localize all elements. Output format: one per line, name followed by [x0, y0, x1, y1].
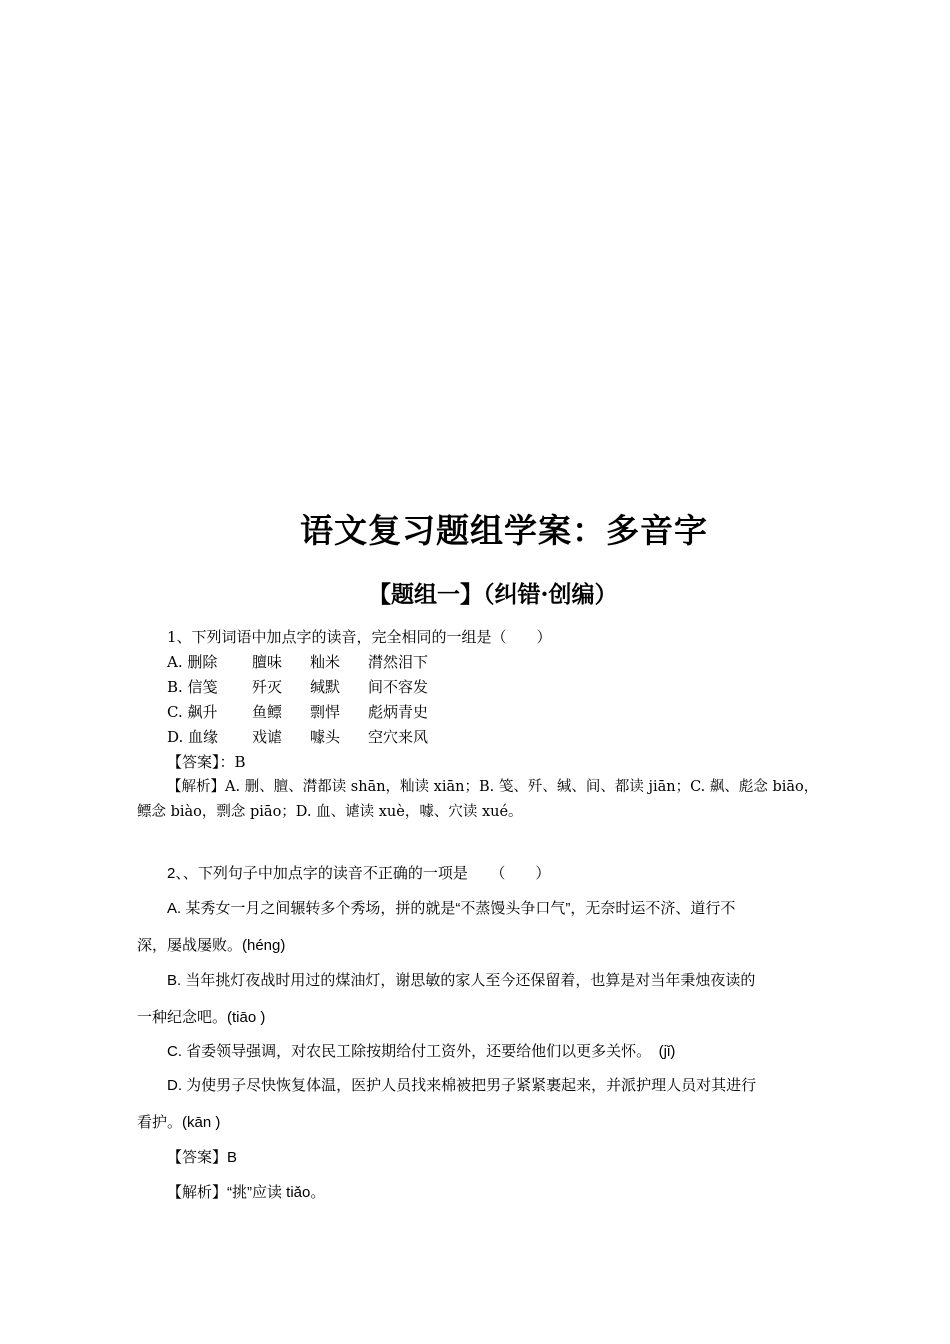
document-title: 语文复习题组学案：多音字: [300, 511, 708, 550]
option-word: 噱头: [310, 728, 341, 746]
option-word: 籼米: [310, 653, 341, 671]
question-2-option-a-cont: 深，屡战屡败。(héng): [137, 937, 286, 954]
option-word: 剽悍: [310, 703, 341, 721]
option-word: 间不容发: [368, 678, 429, 696]
question-1-analysis-cont: 鳔念 biào，剽念 piāo；D. 血、谑读 xuè，噱、穴读 xué。: [137, 804, 523, 820]
question-2-stem: 2、、下列句子中加点字的读音不正确的一项是 （ ）: [167, 865, 551, 882]
question-1-option-d: [167, 727, 428, 747]
option-word: 彪炳青史: [368, 703, 429, 721]
option-word: C. 飙升: [167, 703, 218, 721]
option-word: 空穴来风: [368, 728, 429, 746]
option-word: B. 信笺: [167, 678, 218, 696]
question-2-analysis: 【解析】“挑”应读 tiǎo。: [167, 1184, 326, 1201]
question-1-answer: 【答案】：B: [167, 753, 246, 771]
question-2-option-d: D. 为使男子尽快恢复体温，医护人员找来棉被把男子紧紧裹起来，并派护理人员对其进行: [167, 1077, 757, 1094]
option-word: 缄默: [310, 678, 341, 696]
question-2-answer: 【答案】B: [167, 1149, 238, 1166]
group-heading: 【题组一】（纠错·创编）: [368, 581, 618, 608]
question-1-analysis: 【解析】A. 删、膻、潸都读 shān，籼读 xiān；B. 笺、歼、缄、间、都读 jiān；C. 飙、彪念 biāo，: [167, 779, 819, 795]
option-word: D. 血缘: [167, 728, 219, 746]
question-2-option-b: B. 当年挑灯夜战时用过的煤油灯，谢思敏的家人至今还保留着，也算是对当年秉烛夜读的: [167, 972, 756, 989]
question-2-option-d-cont: 看护。(kān ): [137, 1114, 221, 1131]
option-word: 膻味: [252, 653, 283, 671]
question-2-option-b-cont: 一种纪念吧。(tiāo ): [137, 1009, 266, 1026]
question-1-option-b: [167, 677, 428, 697]
question-1-stem: 1、下列词语中加点字的读音，完全相同的一组是（ ）: [167, 628, 552, 646]
question-2-option-a: A. 某秀女一月之间辗转多个秀场，拼的就是“不蒸馒头争口气”，无奈时运不济、道行不: [167, 900, 736, 917]
question-1-option-a: [167, 652, 428, 672]
option-word: 歼灭: [252, 678, 283, 696]
option-word: A. 删除: [167, 653, 218, 671]
question-1-option-c: [167, 702, 428, 722]
question-2-option-c: C. 省委领导强调，对农民工除按期给付工资外，还要给他们以更多关怀。 (jǐ): [167, 1043, 676, 1060]
option-word: 潸然泪下: [368, 653, 429, 671]
option-word: 戏谑: [252, 728, 283, 746]
option-word: 鱼鳔: [252, 703, 283, 721]
